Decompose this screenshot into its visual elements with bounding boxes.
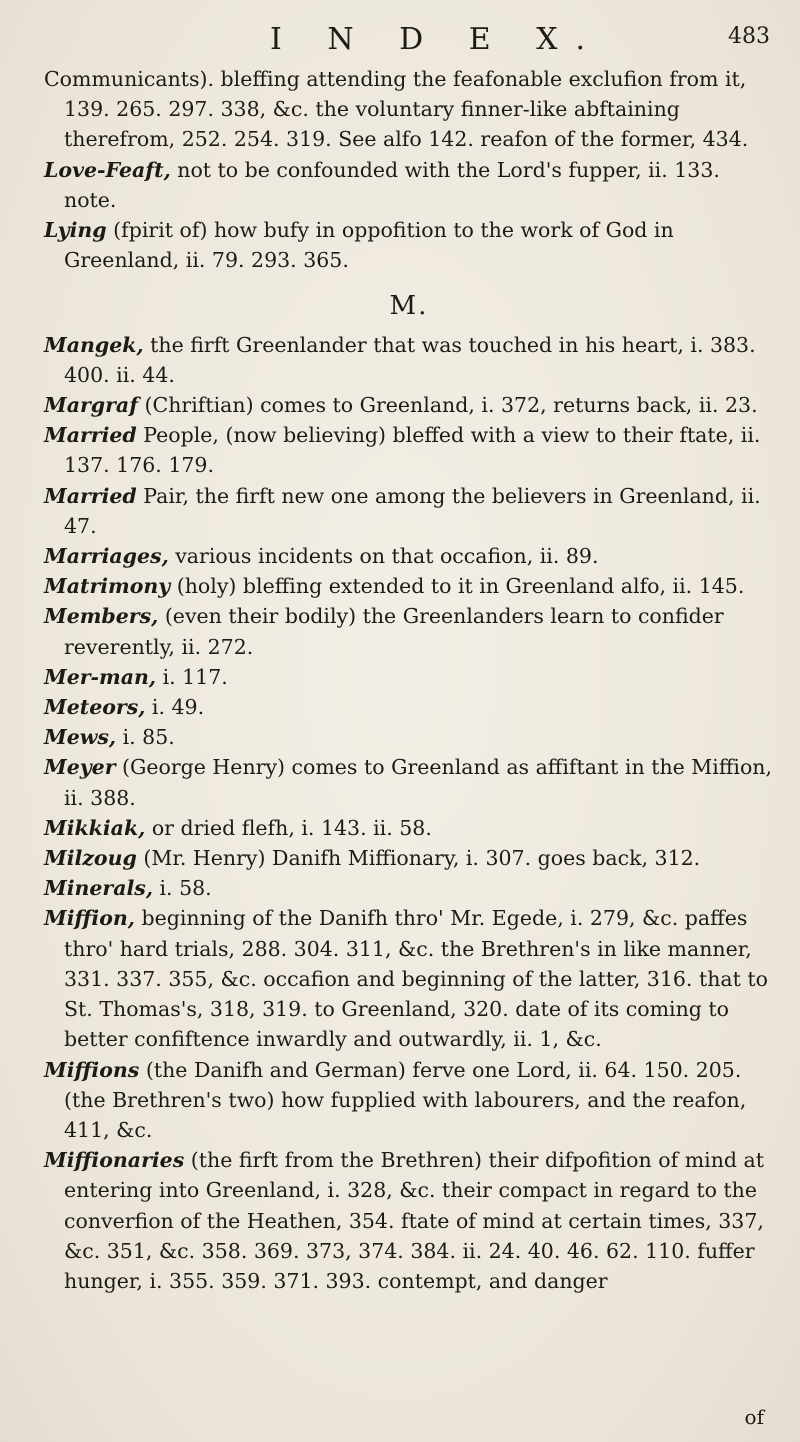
entry-keyword: Matrimony (44, 574, 171, 599)
index-entry (44, 571, 774, 601)
index-entry (44, 481, 774, 541)
page-number: 483 (728, 24, 770, 49)
entry-text: various incidents on that occafion, ii. 89. (168, 544, 599, 569)
catchword: of (744, 1405, 764, 1429)
entry-keyword: Marriages, (44, 544, 169, 569)
index-entries-l (44, 64, 774, 275)
index-entry (44, 390, 774, 420)
index-entry (44, 330, 774, 390)
index-entry (44, 662, 774, 692)
entry-text: i. 49. (145, 695, 205, 720)
index-entry (44, 843, 774, 873)
entry-keyword: Mikkiak, (44, 815, 146, 840)
entry-text: (Mr. Henry) Danifh Miffionary, i. 307. goes back, 312. (136, 846, 701, 871)
entry-keyword: Mangek, (44, 332, 144, 357)
entry-text: (the Danifh and German) ferve one Lord, ii. 64. 150. 205. (the Brethren's two) how fupplied with labourers, and the reafon, 411, &c. (64, 1057, 747, 1142)
section-letter: M. (389, 291, 429, 322)
index-entry (44, 692, 774, 722)
index-entry (44, 722, 774, 752)
entry-text: (holy) bleffing extended to it in Greenland alfo, ii. 145. (170, 574, 745, 599)
entry-text: not to be confounded with the Lord's fupper, ii. 133. note. (64, 157, 720, 212)
entry-text: (George Henry) comes to Greenland as affiftant in the Miffion, ii. 388. (64, 755, 773, 810)
entry-text: Communicants). bleffing attending the feafonable exclufion from it, 139. 265. 297. 338, &c. the voluntary finner-like abftaining therefrom, 252. 254. 319. See alfo 142. reafon of the former, 434. (44, 67, 749, 152)
entry-keyword: Married (44, 423, 137, 448)
entry-keyword: Mer-man, (44, 664, 157, 689)
entry-text: beginning of the Danifh thro' Mr. Egede, i. 279, &c. paffes thro' hard trials, 288. 304. 311, &c. the Brethren's in like manner, 331. 337. 355, &c. occafion and beginning of the latter, 316. that to St. Thomas's, 318, 319. to Greenland, 320. date of its coming to better confiftence inwardly and outwardly, ii. 1, &c. (64, 906, 768, 1052)
entry-keyword: Meyer (44, 755, 116, 780)
entry-text: the firft Greenlander that was touched in his heart, i. 383. 400. ii. 44. (64, 332, 756, 387)
index-entry (44, 873, 774, 903)
entry-text: (fpirit of) how bufy in oppofition to the work of God in Greenland, ii. 79. 293. 365. (64, 218, 674, 273)
page-header (0, 22, 800, 62)
index-entry (44, 1145, 774, 1296)
entry-keyword: Love-Feaft, (44, 157, 171, 182)
entry-keyword: Milzoug (44, 846, 137, 871)
index-entry (44, 64, 774, 155)
entry-keyword: Married (44, 483, 137, 508)
entry-text: (Chriftian) comes to Greenland, i. 372, returns back, ii. 23. (138, 393, 758, 418)
entry-keyword: Miffion, (44, 906, 135, 931)
entry-text: or dried flefh, i. 143. ii. 58. (145, 815, 432, 840)
entry-keyword: Miffionaries (44, 1148, 185, 1173)
index-entry (44, 541, 774, 571)
entry-text: i. 117. (156, 664, 228, 689)
index-entry (44, 903, 774, 1054)
running-head: I N D E X. (270, 22, 604, 57)
index-entry (44, 601, 774, 661)
index-entry (44, 215, 774, 275)
index-entries-m (44, 330, 774, 1297)
entry-text: (the firft from the Brethren) their difpofition of mind at entering into Greenland, i. 328, &c. their compact in regard to the converfion of the Heathen, 354. ftate of mind at certain times, 337, &c. 351, &c. 358. 369. 373, 374. 384. ii. 24. 40. 46. 62. 110. fuffer hunger, i. 355. 359. 371. 393. contempt, and danger (64, 1148, 764, 1293)
index-entry (44, 752, 774, 812)
entry-text: People, (now believing) bleffed with a view to their ftate, ii. 137. 176. 179. (64, 423, 761, 478)
entry-keyword: Lying (44, 218, 107, 243)
entry-keyword: Mews, (44, 725, 117, 750)
entry-keyword: Meteors, (44, 695, 146, 720)
entry-text: Pair, the firft new one among the believers in Greenland, ii. 47. (64, 483, 761, 538)
index-entry (44, 155, 774, 215)
entry-text: i. 58. (152, 876, 212, 901)
entry-keyword: Minerals, (44, 876, 153, 901)
entry-keyword: Miffions (44, 1057, 140, 1082)
index-entry (44, 813, 774, 843)
index-entry (44, 1055, 774, 1146)
entry-keyword: Margraf (44, 393, 139, 418)
entry-keyword: Members, (44, 604, 159, 629)
index-body (44, 64, 774, 1296)
index-entry (44, 420, 774, 480)
entry-text: i. 85. (116, 725, 175, 750)
entry-text: (even their bodily) the Greenlanders learn to confider reverently, ii. 272. (64, 604, 724, 659)
